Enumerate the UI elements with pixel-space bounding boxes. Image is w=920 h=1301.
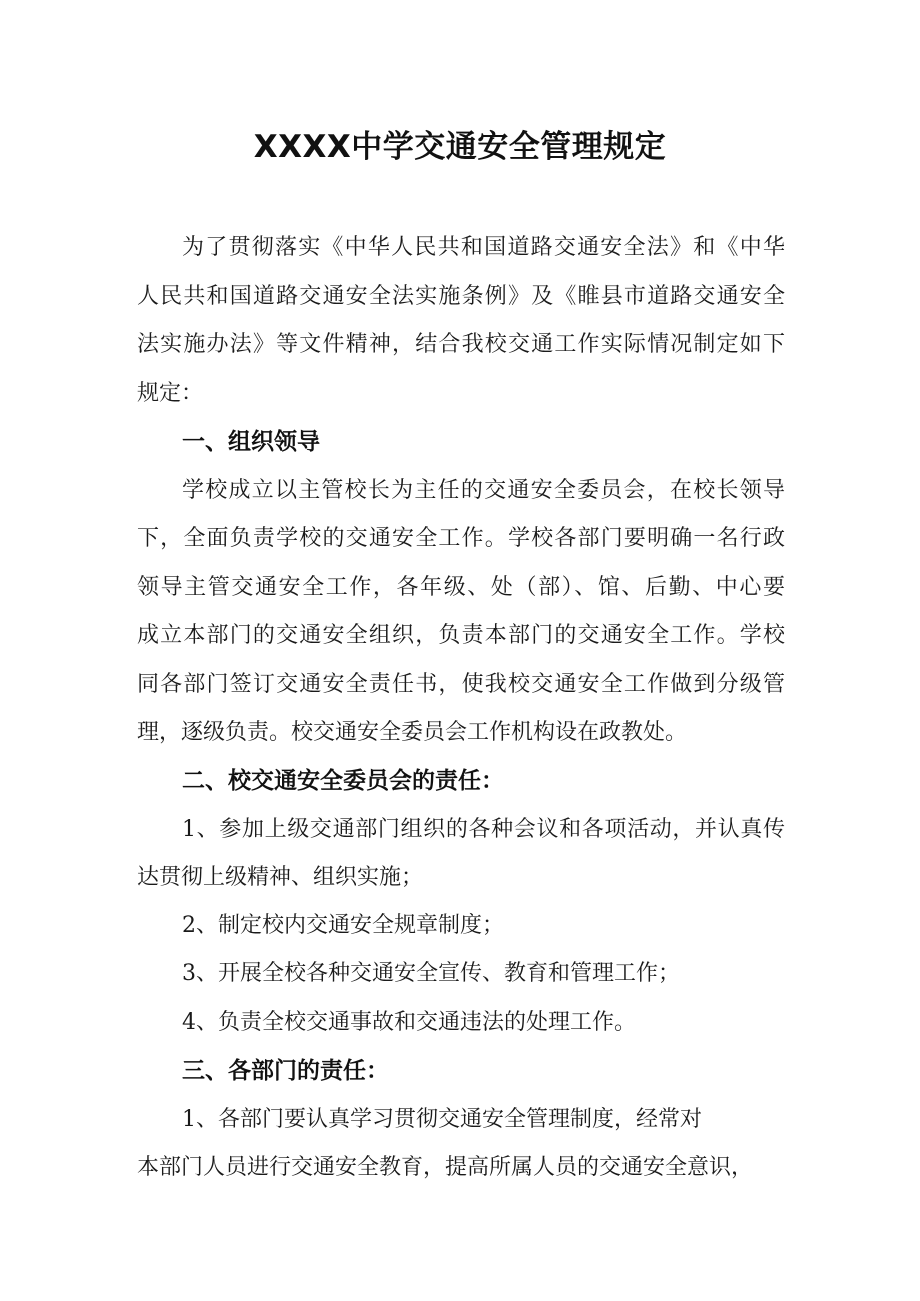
intro-line: 法实施办法》等文件精神，结合我校交通工作实际情况制定如下 — [137, 332, 785, 357]
list-item-line: 本部门人员进行交通安全教育，提高所属人员的交通安全意识， — [137, 1155, 754, 1180]
paragraph-line: 同各部门签订交通安全责任书，使我校交通安全工作做到分级管 — [137, 672, 785, 697]
list-item: 2、制定校内交通安全规章制度； — [182, 913, 504, 938]
paragraph-line: 成立本部门的交通安全组织，负责本部门的交通安全工作。学校 — [137, 623, 785, 648]
list-item-line: 1、各部门要认真学习贯彻交通安全管理制度，经常对 — [182, 1107, 702, 1132]
intro-line: 规定： — [137, 381, 204, 406]
paragraph-line: 理，逐级负责。校交通安全委员会工作机构设在政教处。 — [137, 720, 688, 745]
list-item-line: 1、参加上级交通部门组织的各种会议和各项活动，并认真传 — [182, 817, 785, 842]
paragraph-line: 学校成立以主管校长为主任的交通安全委员会，在校长领导 — [182, 478, 785, 503]
section-heading: 三、各部门的责任： — [182, 1058, 389, 1084]
section-heading: 二、校交通安全委员会的责任： — [182, 768, 504, 794]
paragraph-line: 领导主管交通安全工作，各年级、处（部）、馆、后勤、中心要 — [137, 575, 785, 600]
paragraph-line: 下，全面负责学校的交通安全工作。学校各部门要明确一名行政 — [137, 526, 785, 551]
list-item: 3、开展全校各种交通安全宣传、教育和管理工作； — [182, 961, 680, 986]
list-item: 4、负责全校交通事故和交通违法的处理工作。 — [182, 1010, 636, 1035]
intro-line: 为了贯彻落实《中华人民共和国道路交通安全法》和《中华 — [182, 235, 785, 260]
intro-line: 人民共和国道路交通安全法实施条例》及《睢县市道路交通安全 — [137, 284, 785, 309]
document-title: XXXX中学交通安全管理规定 — [253, 129, 667, 165]
section-heading: 一、组织领导 — [182, 429, 320, 455]
list-item-line: 达贯彻上级精神、组织实施； — [137, 865, 424, 890]
